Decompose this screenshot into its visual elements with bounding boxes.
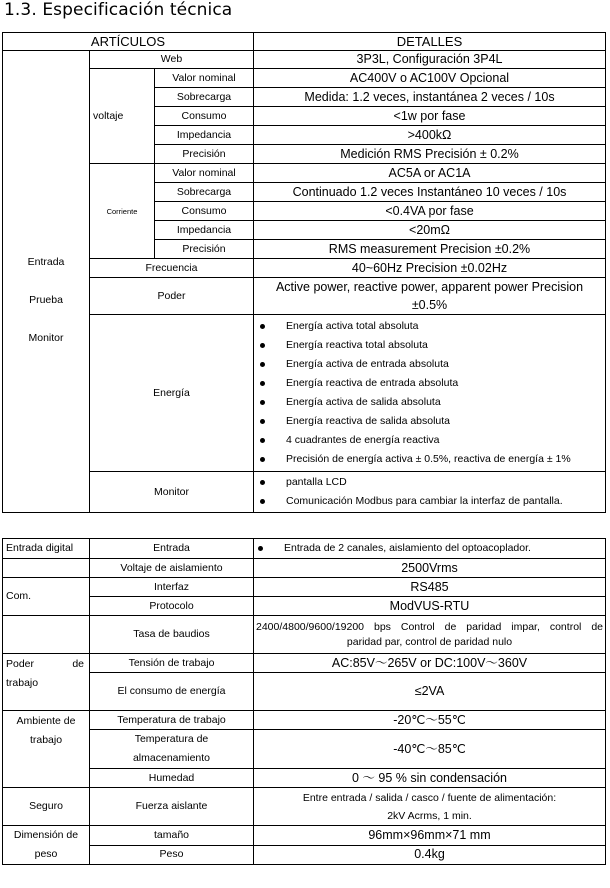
poder-value-line1: Active power, reactive power, apparent power Precision	[275, 280, 584, 294]
voltaje-row-label: Valor nominal	[155, 69, 254, 88]
empty-cell	[3, 616, 90, 654]
list-item: Energía reactiva de entrada absoluta	[256, 374, 603, 393]
fuerza-aislante-value-line2: 2kV Acrms, 1 min.	[387, 809, 472, 822]
ambiente-group-line2: trabajo	[29, 734, 63, 747]
entrada-list	[254, 539, 603, 558]
temp-almacenamiento-label-line1: Temperatura de	[134, 733, 209, 746]
corriente-row-label: Consumo	[155, 202, 254, 221]
list-item: Energía reactiva total absoluta	[256, 336, 603, 355]
baudios-value-line2: paridad par, control de paridad nulo	[346, 635, 513, 648]
fuerza-aislante-label: Fuerza aislante	[90, 788, 254, 826]
corriente-row-value: <0.4VA por fase	[254, 202, 606, 221]
baudios-value	[254, 616, 606, 654]
ambiente-group	[3, 711, 90, 788]
table-row	[3, 69, 606, 88]
temp-almacenamiento-label	[90, 730, 254, 769]
dimension-group-line2: peso	[34, 848, 58, 861]
table-row	[3, 826, 606, 846]
header-items: ARTÍCULOS	[3, 33, 254, 51]
spec-table-lower	[2, 538, 606, 865]
consumo-energia-label: El consumo de energía	[90, 673, 254, 711]
poder-value-line2: ±0.5%	[411, 298, 448, 312]
list-item: Energía reactiva de salida absoluta	[256, 412, 603, 431]
energia-list-cell	[254, 315, 606, 472]
voltaje-row-label: Consumo	[155, 107, 254, 126]
energia-label: Energía	[90, 315, 254, 472]
monitor-label: Monitor	[90, 472, 254, 513]
tension-label: Tensión de trabajo	[90, 654, 254, 673]
entrada-label: Entrada	[90, 539, 254, 559]
poder-trabajo-group-line2: trabajo	[6, 677, 39, 690]
fuerza-aislante-value	[254, 788, 606, 826]
monitor-list	[256, 473, 603, 511]
energia-list	[256, 317, 603, 470]
interfaz-label: Interfaz	[90, 578, 254, 597]
tamano-label: tamaño	[90, 826, 254, 846]
list-item: pantalla LCD	[256, 473, 603, 492]
poder-value	[254, 278, 606, 315]
monitor-list-cell	[254, 472, 606, 513]
entrada-prueba-monitor-group	[3, 51, 90, 513]
list-item: 4 cuadrantes de energía reactiva	[256, 431, 603, 450]
group-label-monitor: Monitor	[28, 332, 64, 344]
baudios-label: Tasa de baudios	[90, 616, 254, 654]
corriente-row-label: Valor nominal	[155, 164, 254, 183]
tamano-value: 96mm×96mm×71 mm	[254, 826, 606, 846]
poder-trabajo-group-word1: Poder	[6, 658, 35, 671]
table-row	[3, 769, 606, 788]
table-row	[3, 597, 606, 616]
table-row	[3, 673, 606, 711]
table-row	[3, 51, 606, 69]
list-item: Energía activa total absoluta	[256, 317, 603, 336]
table-row	[3, 472, 606, 513]
ambiente-group-line1: Ambiente de	[16, 715, 76, 728]
peso-value: 0.4kg	[254, 845, 606, 865]
temp-trabajo-label: Temperatura de trabajo	[90, 711, 254, 730]
table-row	[3, 539, 606, 559]
list-item: Comunicación Modbus para cambiar la interfaz de pantalla.	[256, 492, 603, 511]
corriente-row-label: Sobrecarga	[155, 183, 254, 202]
table-row	[3, 788, 606, 826]
interfaz-value: RS485	[254, 578, 606, 597]
corriente-row-value: Continuado 1.2 veces Instantáneo 10 veces / 10s	[254, 183, 606, 202]
group-label-prueba: Prueba	[29, 294, 63, 306]
list-item: Energía activa de salida absoluta	[256, 393, 603, 412]
corriente-row-value: RMS measurement Precision ±0.2%	[254, 240, 606, 259]
voltaje-row-value: AC400V o AC100V Opcional	[254, 69, 606, 88]
table-row	[3, 259, 606, 278]
poder-trabajo-group	[3, 654, 90, 711]
corriente-row-value: <20mΩ	[254, 221, 606, 240]
dimension-group-line1: Dimensión de	[13, 829, 79, 842]
voltaje-row-label: Sobrecarga	[155, 88, 254, 107]
com-group: Com.	[3, 578, 90, 616]
humedad-value: 0 ～ 95 % sin condensación	[254, 769, 606, 788]
corriente-row-label: Precisión	[155, 240, 254, 259]
table-row	[3, 578, 606, 597]
table-row	[3, 845, 606, 865]
table-row	[3, 164, 606, 183]
baudios-value-line1: 2400/4800/9600/19200 bps Control de paridad impar, control de	[256, 620, 603, 633]
list-item: Entrada de 2 canales, aislamiento del optoacoplador.	[254, 539, 603, 558]
frecuencia-value: 40~60Hz Precision ±0.02Hz	[254, 259, 606, 278]
group-label-entrada: Entrada	[27, 256, 65, 268]
web-label: Web	[90, 51, 254, 69]
dimension-group	[3, 826, 90, 865]
tension-value: AC:85V～265V or DC:100V～360V	[254, 654, 606, 673]
voltaje-row-value: Medición RMS Precisión ± 0.2%	[254, 145, 606, 164]
spec-table	[2, 32, 606, 513]
empty-cell	[3, 559, 90, 578]
voltaje-row-value: Medida: 1.2 veces, instantánea 2 veces / 10s	[254, 88, 606, 107]
entrada-digital-group: Entrada digital	[3, 539, 90, 559]
table-row	[3, 559, 606, 578]
table-row	[3, 616, 606, 654]
aislamiento-value: 2500Vrms	[254, 559, 606, 578]
seguro-group: Seguro	[3, 788, 90, 826]
fuerza-aislante-value-line1: Entre entrada / salida / casco / fuente de alimentación:	[302, 791, 557, 804]
voltaje-row-label: Precisión	[155, 145, 254, 164]
table-header-row	[3, 33, 606, 51]
voltaje-row-label: Impedancia	[155, 126, 254, 145]
consumo-energia-value: ≤2VA	[254, 673, 606, 711]
peso-label: Peso	[90, 845, 254, 865]
table-row	[3, 654, 606, 673]
protocolo-label: Protocolo	[90, 597, 254, 616]
entrada-value-cell	[254, 539, 606, 559]
temp-trabajo-value: -20℃～55℃	[254, 711, 606, 730]
voltaje-label: voltaje	[90, 69, 155, 164]
corriente-row-label: Impedancia	[155, 221, 254, 240]
humedad-label: Humedad	[90, 769, 254, 788]
table-row	[3, 711, 606, 730]
voltaje-row-value: <1w por fase	[254, 107, 606, 126]
temp-almacenamiento-label-line2: almacenamiento	[132, 752, 211, 765]
table-row	[3, 730, 606, 769]
section-title: 1.3. Especificación técnica	[4, 0, 233, 20]
frecuencia-label: Frecuencia	[90, 259, 254, 278]
corriente-row-value: AC5A or AC1A	[254, 164, 606, 183]
web-value: 3P3L, Configuración 3P4L	[254, 51, 606, 69]
corriente-label: Corriente	[90, 164, 155, 259]
protocolo-value: ModVUS-RTU	[254, 597, 606, 616]
header-details: DETALLES	[254, 33, 606, 51]
poder-label: Poder	[90, 278, 254, 315]
voltaje-row-value: >400kΩ	[254, 126, 606, 145]
poder-trabajo-group-word2: de	[72, 658, 84, 671]
table-row	[3, 315, 606, 472]
list-item: Precisión de energía activa ± 0.5%, reactiva de energía ± 1%	[256, 450, 603, 469]
temp-almacenamiento-value: -40℃～85℃	[254, 730, 606, 769]
table-row	[3, 278, 606, 315]
list-item: Energía activa de entrada absoluta	[256, 355, 603, 374]
aislamiento-label: Voltaje de aislamiento	[90, 559, 254, 578]
